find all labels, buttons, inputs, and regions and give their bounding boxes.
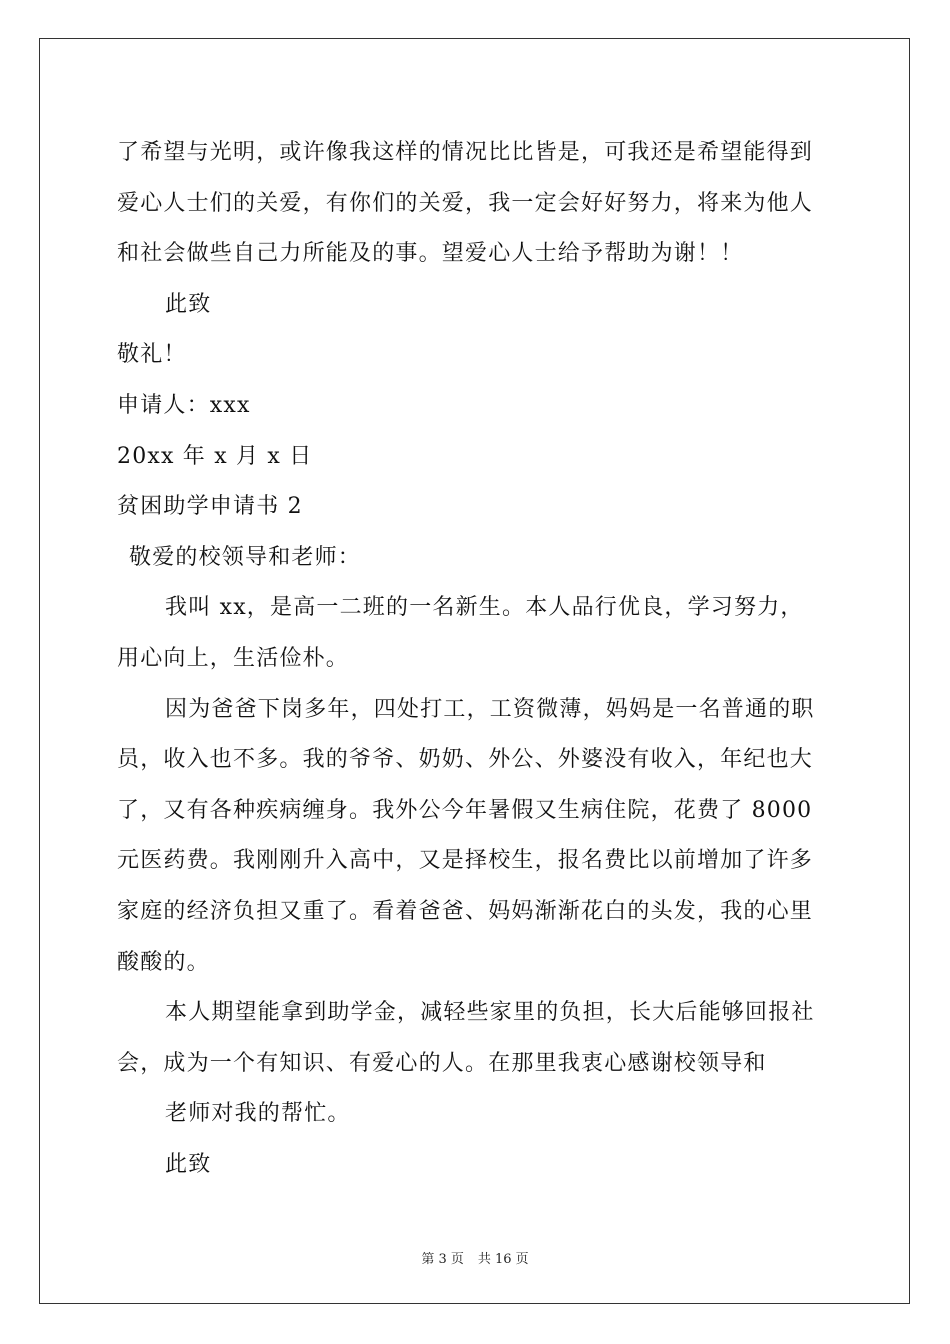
paragraph-line: 了希望与光明，或许像我这样的情况比比皆是，可我还是希望能得到 [117, 140, 814, 165]
paragraph-line: 和社会做些自己力所能及的事。望爱心人士给予帮助为谢！！ [117, 241, 744, 267]
paragraph-line: 用心向上，生活俭朴。 [117, 645, 350, 671]
paragraph-line: 本人期望能拿到助学金，减轻些家里的负担，长大后能够回报社 [165, 1000, 815, 1026]
paragraph-line: 爱心人士们的关爱，有你们的关爱，我一定会好好努力，将来为他人 [117, 190, 814, 216]
closing-salutation: 此致 [165, 1151, 212, 1177]
closing-salutation: 此致 [165, 291, 212, 317]
paragraph-line: 酸酸的。 [117, 949, 210, 975]
paragraph-line: 因为爸爸下岗多年，四处打工，工资微薄，妈妈是一名普通的职 [165, 696, 815, 722]
page-total: 共 16 页 [477, 1252, 529, 1267]
applicant-line: 申请人：xxx [117, 392, 251, 418]
paragraph-line: 了，又有各种疾病缠身。我外公今年暑假又生病住院，花费了 8000 [117, 797, 813, 823]
paragraph-line: 会，成为一个有知识、有爱心的人。在那里我衷心感谢校领导和 [117, 1050, 767, 1076]
closing-regards: 敬礼！ [117, 342, 187, 368]
paragraph-line: 老师对我的帮忙。 [165, 1101, 351, 1127]
paragraph-line: 我叫 xx，是高一二班的一名新生。本人品行优良，学习努力， [165, 595, 804, 621]
paragraph-line: 家庭的经济负担又重了。看着爸爸、妈妈渐渐花白的头发，我的心里 [117, 898, 814, 924]
date-line: 20xx 年 x 月 x 日 [117, 443, 313, 469]
page-number: 第 3 页 [421, 1252, 464, 1267]
section-title: 贫困助学申请书 2 [117, 494, 303, 520]
paragraph-line: 员，收入也不多。我的爷爷、奶奶、外公、外婆没有收入，年纪也大 [117, 747, 814, 773]
greeting-line: 敬爱的校领导和老师： [129, 544, 362, 570]
document-body [117, 128, 837, 1190]
paragraph-line: 元医药费。我刚刚升入高中，又是择校生，报名费比以前增加了许多 [117, 848, 814, 874]
page-footer [0, 1248, 950, 1267]
